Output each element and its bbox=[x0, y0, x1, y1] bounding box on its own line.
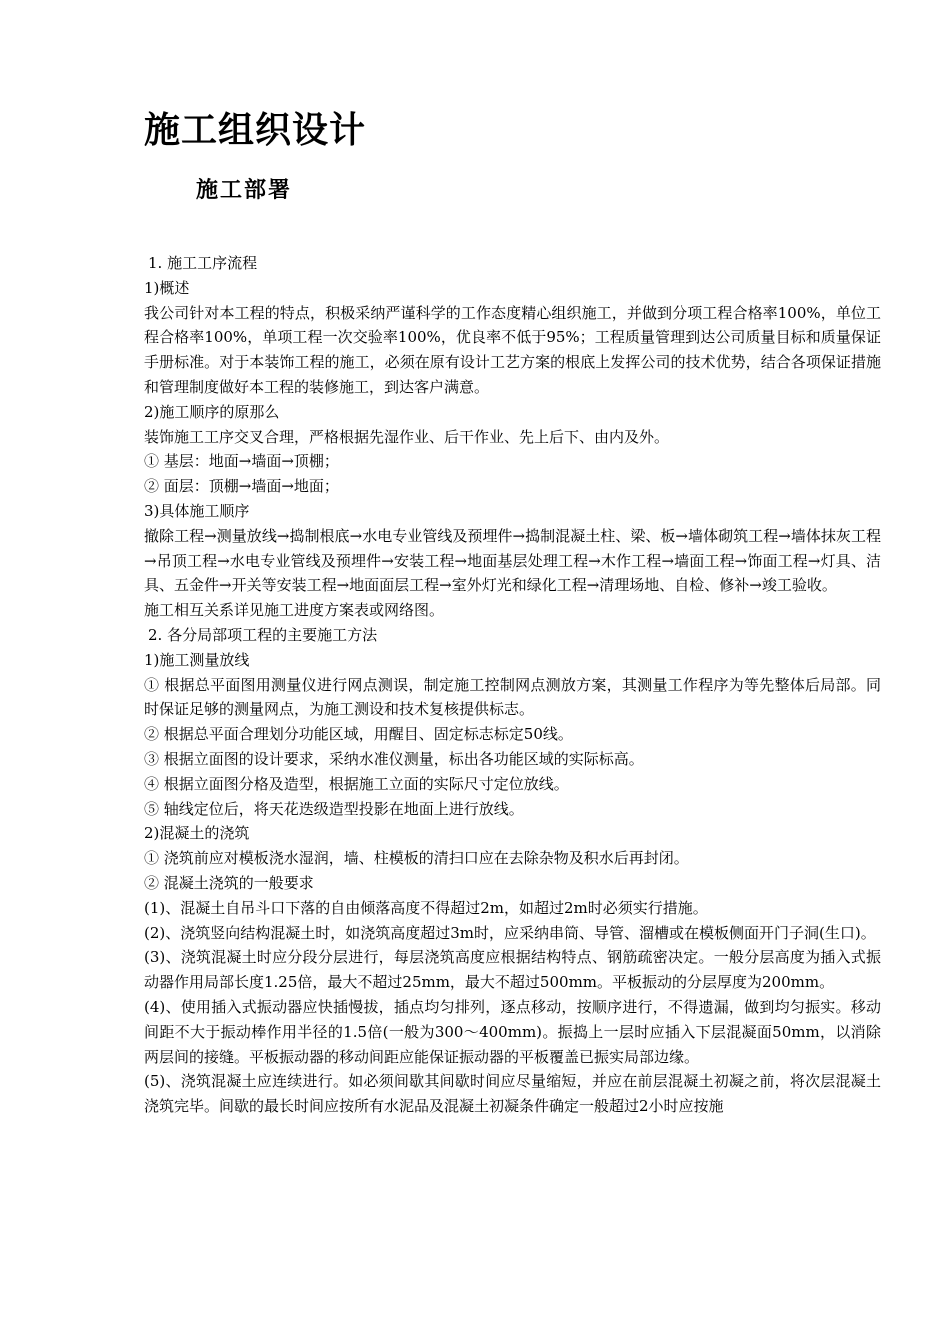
body-paragraph: (5)、浇筑混凝土应连续进行。如必须间歇其间歇时间应尽量缩短，并应在前层混凝土初凝之前，将次层混凝土浇筑完毕。间歇的最长时间应按所有水泥品及混凝土初凝条件确定一般超过2小时应按施 bbox=[144, 1072, 881, 1116]
document-body bbox=[144, 251, 881, 1119]
body-paragraph: 3)具体施工顺序 bbox=[144, 501, 250, 520]
body-paragraph: ① 基层：地面→墙面→顶棚； bbox=[144, 452, 339, 471]
body-paragraph: 2)施工顺序的原那么 bbox=[144, 402, 280, 421]
body-paragraph: ① 根据总平面图用测量仪进行网点测误，制定施工控制网点测放方案，其测量工作程序为等先整体后局部。同时保证足够的测量网点，为施工测设和技术复核提供标志。 bbox=[144, 675, 881, 719]
document-title: 施工组织设计 bbox=[144, 109, 367, 151]
body-paragraph: ⑤ 轴线定位后，将天花迭级造型投影在地面上进行放线。 bbox=[144, 799, 524, 818]
body-paragraph: ① 浇筑前应对模板浇水湿润，墙、柱模板的清扫口应在去除杂物及积水后再封闭。 bbox=[144, 849, 689, 868]
body-paragraph: ② 面层：顶棚→墙面→地面； bbox=[144, 477, 339, 496]
body-paragraph: ② 混凝土浇筑的一般要求 bbox=[144, 873, 314, 892]
body-paragraph: 撤除工程→测量放线→捣制根底→水电专业管线及预埋件→捣制混凝土柱、梁、板→墙体砌筑工程→墙体抹灰工程→吊顶工程→水电专业管线及预埋件→安装工程→地面基层处理工程→木作工程→墙面工程→饰面工程→灯具、洁具、五金件→开关等安装工程→地面面层工程→室外灯光和绿化工程→清理场地、自检、修补→竣工验收。 bbox=[144, 526, 881, 595]
body-paragraph: 2)混凝土的浇筑 bbox=[144, 824, 250, 843]
body-paragraph: ④ 根据立面图分格及造型，根据施工立面的实际尺寸定位放线。 bbox=[144, 774, 569, 793]
body-paragraph: (4)、使用插入式振动器应快插慢拔，插点均匀排列，逐点移动，按顺序进行，不得遗漏，做到均匀振实。移动间距不大于振动棒作用半径的1.5倍(一般为300～400mm)。振捣上一层时应插入下层混凝面50mm，以消除两层间的接缝。平板振动器的移动间距应能保证振动器的平板覆盖已振实局部边缘。 bbox=[144, 997, 881, 1066]
body-paragraph: 装饰施工工序交叉合理，严格根据先湿作业、后干作业、先上后下、由内及外。 bbox=[144, 427, 670, 446]
body-paragraph: (1)、混凝土自吊斗口下落的自由倾落高度不得超过2m，如超过2m时必须实行措施。 bbox=[144, 898, 708, 917]
body-paragraph: (2)、浇筑竖向结构混凝土时，如浇筑高度超过3m时，应采纳串筒、导管、溜槽或在模板侧面开门子洞(生口)。 bbox=[144, 923, 876, 942]
body-paragraph: 2. 各分局部项工程的主要施工方法 bbox=[148, 625, 378, 644]
body-paragraph: 1. 施工工序流程 bbox=[148, 254, 258, 272]
section-heading: 施工部署 bbox=[196, 177, 293, 203]
body-paragraph: 施工相互关系详见施工进度方案表或网络图。 bbox=[144, 601, 445, 620]
body-paragraph: ② 根据总平面合理划分功能区域，用醒目、固定标志标定50线。 bbox=[144, 725, 573, 744]
body-paragraph: (3)、浇筑混凝土时应分段分层进行，每层浇筑高度应根据结构特点、钢筋疏密决定。一般分层高度为插入式振动器作用局部长度1.25倍，最大不超过25mm，最大不超过500mm。平板振动的分层厚度为200mm。 bbox=[144, 948, 881, 992]
body-paragraph: ③ 根据立面图的设计要求，采纳水准仪测量，标出各功能区域的实际标高。 bbox=[144, 749, 644, 768]
body-paragraph: 1)概述 bbox=[144, 278, 190, 297]
body-paragraph: 我公司针对本工程的特点，积极采纳严谨科学的工作态度精心组织施工，并做到分项工程合格率100%，单位工程合格率100%，单项工程一次交验率100%，优良率不低于95%；工程质量管理到达公司质量目标和质量保证手册标准。对于本装饰工程的施工，必须在原有设计工艺方案的根底上发挥公司的技术优势，结合各项保证措施和管理制度做好本工程的装修施工，到达客户满意。 bbox=[144, 303, 881, 396]
body-paragraph: 1)施工测量放线 bbox=[144, 650, 250, 669]
